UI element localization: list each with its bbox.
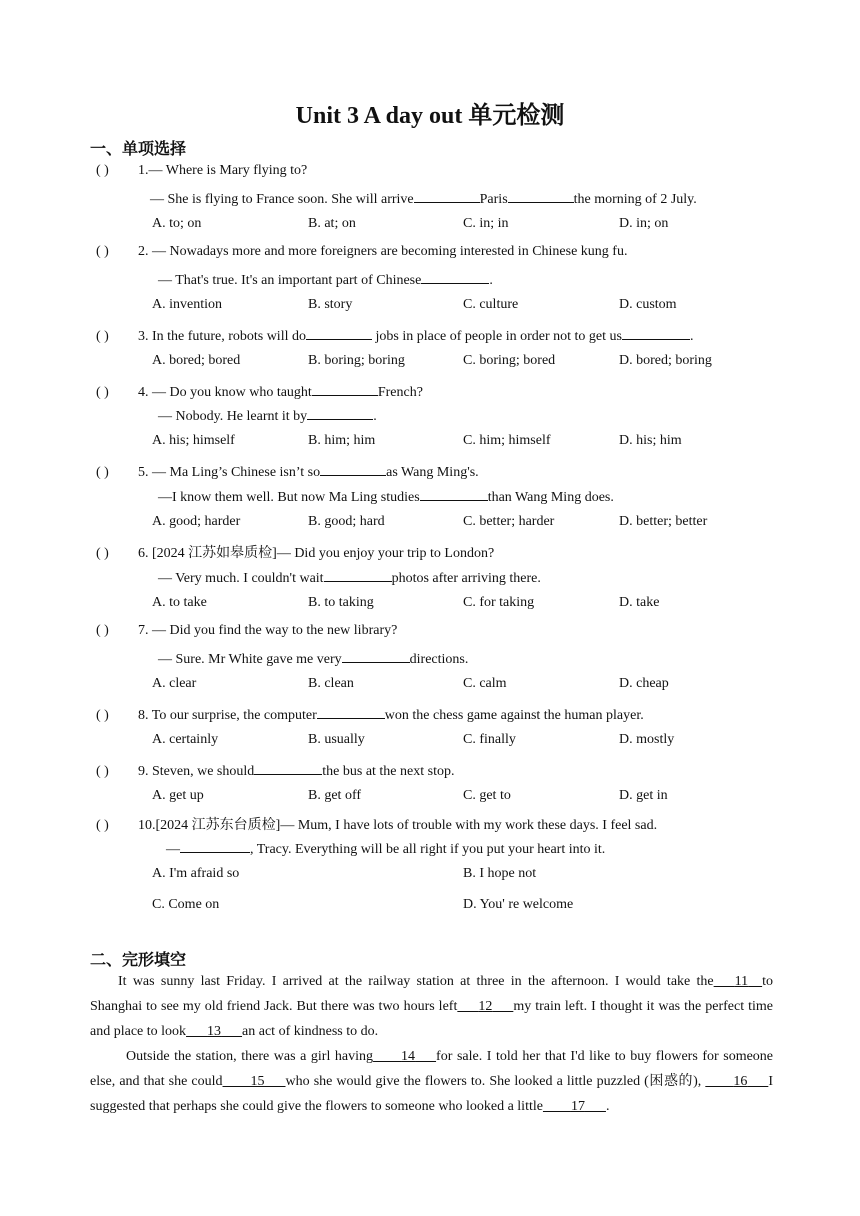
option-d[interactable]: D. his; him xyxy=(619,433,682,448)
option-a[interactable]: A. I'm afraid so xyxy=(152,866,240,881)
answer-paren[interactable]: ( ) xyxy=(96,465,109,480)
question-3: ( ) 3. In the future, robots will do jobs in place of people in order not to get us . xyxy=(96,325,693,345)
answer-blank[interactable] xyxy=(180,838,250,853)
question-4: ( ) 4. — Do you know who taught French? xyxy=(96,381,423,401)
question-1-line2: — She is flying to France soon. She will arrive Paris the morning of 2 July. xyxy=(150,188,697,208)
option-b[interactable]: B. clean xyxy=(308,676,354,691)
option-d[interactable]: D. cheap xyxy=(619,676,669,691)
option-d[interactable]: D. You' re welcome xyxy=(463,897,574,912)
option-c[interactable]: C. in; in xyxy=(463,216,509,231)
question-4-line2: — Nobody. He learnt it by . xyxy=(158,405,377,425)
option-c[interactable]: C. Come on xyxy=(152,897,220,912)
option-a[interactable]: A. to; on xyxy=(152,216,202,231)
option-a[interactable]: A. his; himself xyxy=(152,433,235,448)
question-5: ( ) 5. — Ma Ling’s Chinese isn’t so as Wang Ming's. xyxy=(96,461,479,481)
option-d[interactable]: D. mostly xyxy=(619,732,675,747)
cloze-paragraph-2: Outside the station, there was a girl having 14 for sale. I told her that I'd like to buy flowers for someone else, and that she could 15 who she would give the flowers to. She looked a little puzzled (困惑的), 16 I suggested that perhaps she could give the flowers to someone who looked a little 17 . xyxy=(90,1049,774,1114)
answer-blank[interactable] xyxy=(342,648,410,663)
option-a[interactable]: A. invention xyxy=(152,297,222,312)
option-c[interactable]: C. him; himself xyxy=(463,433,551,448)
option-d[interactable]: D. in; on xyxy=(619,216,669,231)
question-6-line2: — Very much. I couldn't wait photos after arriving there. xyxy=(158,567,541,587)
answer-blank[interactable] xyxy=(414,188,480,203)
option-d[interactable]: D. bored; boring xyxy=(619,353,712,368)
answer-paren[interactable]: ( ) xyxy=(96,708,109,723)
section-heading-cloze: 二、完形填空 xyxy=(90,950,187,969)
question-10-line2: — , Tracy. Everything will be all right if you put your heart into it. xyxy=(166,838,605,858)
option-c[interactable]: C. boring; bored xyxy=(463,353,556,368)
option-d[interactable]: D. better; better xyxy=(619,514,708,529)
option-b[interactable]: B. at; on xyxy=(308,216,356,231)
answer-paren[interactable]: ( ) xyxy=(96,385,109,400)
answer-paren[interactable]: ( ) xyxy=(96,764,109,779)
answer-blank[interactable] xyxy=(421,269,489,284)
answer-blank[interactable] xyxy=(622,325,690,340)
question-7: ( ) 7. — Did you find the way to the new library? xyxy=(96,623,398,638)
option-b[interactable]: B. him; him xyxy=(308,433,376,448)
blank-15[interactable]: 15 xyxy=(250,1074,265,1089)
blank-11[interactable]: 11 xyxy=(734,974,749,989)
blank-14[interactable]: 14 xyxy=(401,1049,416,1064)
blank-13[interactable]: 13 xyxy=(207,1024,222,1039)
page-title: Unit 3 A day out 单元检测 xyxy=(295,103,565,129)
question-8: ( ) 8. To our surprise, the computer won the chess game against the human player. xyxy=(96,704,644,724)
option-a[interactable]: A. certainly xyxy=(152,732,219,747)
question-6: ( ) 6. [2024 江苏如皋质检]— Did you enjoy your trip to London? xyxy=(96,546,495,561)
option-b[interactable]: B. good; hard xyxy=(308,514,385,529)
option-b[interactable]: B. boring; boring xyxy=(308,353,405,368)
option-b[interactable]: B. I hope not xyxy=(463,866,537,881)
answer-paren[interactable]: ( ) xyxy=(96,244,109,259)
option-c[interactable]: C. for taking xyxy=(463,595,535,610)
answer-blank[interactable] xyxy=(508,188,574,203)
question-2: ( ) 2. — Nowadays more and more foreigners are becoming interested in Chinese kung fu. xyxy=(96,244,628,259)
option-b[interactable]: B. to taking xyxy=(308,595,374,610)
answer-paren[interactable]: ( ) xyxy=(96,818,109,833)
answer-blank[interactable] xyxy=(307,405,373,420)
option-c[interactable]: C. better; harder xyxy=(463,514,555,529)
option-a[interactable]: A. clear xyxy=(152,676,197,691)
answer-paren[interactable]: ( ) xyxy=(96,546,109,561)
answer-blank[interactable] xyxy=(324,567,392,582)
cloze-paragraph-1: It was sunny last Friday. I arrived at the railway station at three in the afternoon. I would take the 11 to Shanghai to see my old friend Jack. But there was two hours left 12 my train left. I thought it was the perfect time and place to look 13 an act of kindness to do. xyxy=(90,974,773,1039)
answer-blank[interactable] xyxy=(306,325,372,340)
section-heading-multiple-choice: 一、单项选择 xyxy=(90,139,187,158)
answer-blank[interactable] xyxy=(312,381,378,396)
answer-blank[interactable] xyxy=(320,461,386,476)
question-7-line2: — Sure. Mr White gave me very directions. xyxy=(158,648,468,668)
answer-paren[interactable]: ( ) xyxy=(96,623,109,638)
answer-paren[interactable]: ( ) xyxy=(96,163,109,178)
answer-blank[interactable] xyxy=(420,486,488,501)
question-9: ( ) 9. Steven, we should the bus at the next stop. xyxy=(96,760,454,780)
blank-17[interactable]: 17 xyxy=(570,1099,585,1114)
answer-paren[interactable]: ( ) xyxy=(96,329,109,344)
option-a[interactable]: A. good; harder xyxy=(152,514,241,529)
option-a[interactable]: A. get up xyxy=(152,788,204,803)
option-b[interactable]: B. usually xyxy=(308,732,365,747)
option-c[interactable]: C. get to xyxy=(463,788,511,803)
option-c[interactable]: C. finally xyxy=(463,732,516,747)
option-b[interactable]: B. get off xyxy=(308,788,362,803)
option-d[interactable]: D. get in xyxy=(619,788,668,803)
option-d[interactable]: D. custom xyxy=(619,297,677,312)
option-a[interactable]: A. bored; bored xyxy=(152,353,241,368)
question-2-line2: — That's true. It's an important part of Chinese . xyxy=(158,269,493,289)
blank-12[interactable]: 12 xyxy=(478,999,493,1014)
option-b[interactable]: B. story xyxy=(308,297,353,312)
blank-16[interactable]: 16 xyxy=(733,1074,748,1089)
question-5-line2: —I know them well. But now Ma Ling studies than Wang Ming does. xyxy=(158,486,614,506)
option-c[interactable]: C. culture xyxy=(463,297,519,312)
option-d[interactable]: D. take xyxy=(619,595,660,610)
option-a[interactable]: A. to take xyxy=(152,595,207,610)
question-10: ( ) 10.[2024 江苏东台质检]— Mum, I have lots of trouble with my work these days. I feel sad. xyxy=(96,818,658,833)
question-1: ( ) 1.— Where is Mary flying to? xyxy=(96,163,308,178)
answer-blank[interactable] xyxy=(317,704,385,719)
answer-blank[interactable] xyxy=(254,760,322,775)
option-c[interactable]: C. calm xyxy=(463,676,507,691)
